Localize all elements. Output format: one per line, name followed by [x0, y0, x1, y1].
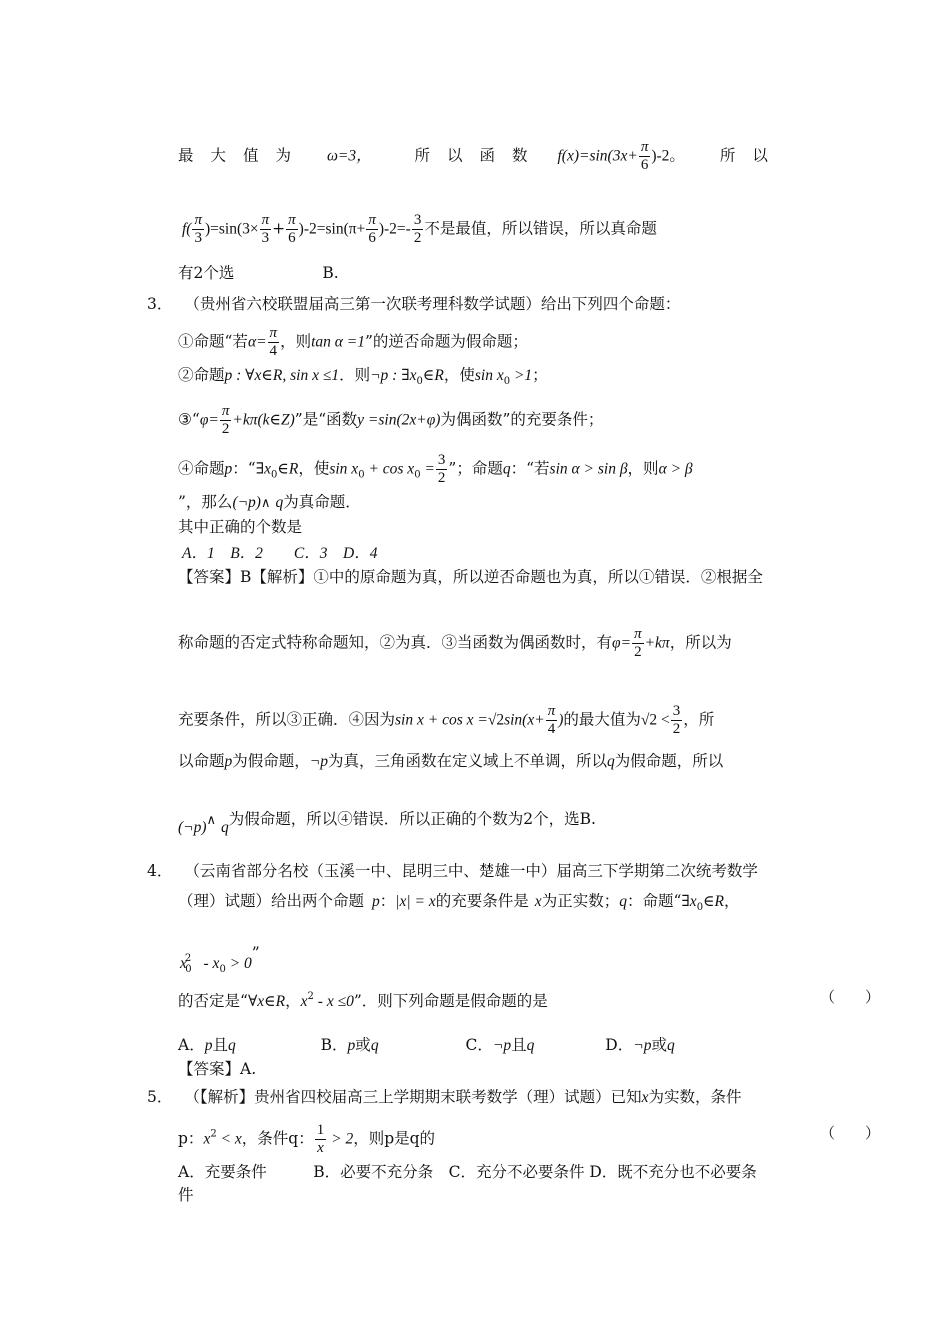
question-3-header: 3． （贵州省六校联盟届高三第一次联考理科数学试题）给出下列四个命题：: [147, 295, 681, 313]
fraction: $\frac{\pi}{6}$: [640, 139, 649, 173]
solution-line-3: 有2个选 B.: [178, 264, 339, 282]
answer-4: 【答案】A.: [178, 1060, 257, 1078]
option-b: B．p或q: [320, 1036, 379, 1054]
option-d: D．¬p或q: [605, 1036, 675, 1054]
question-5-options: A．充要条件 B．必要不充分条 C．充分不必要条件 D．既不充分也不必要条: [178, 1163, 757, 1181]
fraction: $\frac{\pi}{2}$: [634, 626, 642, 660]
fraction: $\frac{\pi}{4}$: [269, 325, 278, 359]
question-4-line-4: 的否定是“∀x∈R，$x^2 - x \le 0$”．则下列命题是假命题的是: [178, 991, 548, 1010]
fraction: $\frac{\pi}{3}$: [261, 212, 270, 246]
answer-3-line-5: (¬p)∧ q为假命题，所以④错误．所以正确的个数为2个，选B.: [178, 810, 596, 836]
question-4-line-3: $x^2_0 - x_0 > 0$”: [180, 944, 260, 975]
proposition-4-cont: ”，那么(¬p)∧ q为真命题．: [178, 493, 361, 511]
answer-3-line-4: 以命题p为假命题，¬p为真，三角函数在定义域上不单调，所以q为假命题，所以: [178, 752, 724, 770]
fraction: $\frac{\pi}{3}$: [194, 212, 202, 246]
fraction: $\frac{3}{2}$: [437, 452, 446, 486]
proposition-2: ②命题p : ∀x∈R, sin x ≤1．则¬p : $\exists x_0\in R$，使$\sin x_0 >1$；: [178, 366, 548, 387]
fraction: $\frac{1}{x}$: [316, 1122, 325, 1156]
question-4-options: [178, 1034, 675, 1057]
fraction: $\frac{\pi}{6}$: [368, 212, 376, 246]
question-5-header: 5． （【解析】贵州省四校届高三上学期期末联考数学（理）试题）已知x为实数，条件: [147, 1088, 742, 1106]
question-5-options-cont: 件: [178, 1186, 194, 1204]
answer-3-line-3: 充要条件，所以③正确．④因为sin x + cos x =√2sin(x+ $\frac{\pi}{4}$ )的最大值为√2 < $\frac{3}{2}$ ，所: [178, 703, 715, 737]
question-3-ask: 其中正确的个数是: [178, 518, 303, 536]
proposition-3: ③“φ= $\frac{\pi}{2}$ +kπ(k∈Z)”是“函数y =sin(2x+φ)为偶函数”的充要条件；: [178, 403, 604, 437]
fraction: $\frac{3}{2}$: [413, 212, 422, 246]
question-3-options: A．1 B．2 C．3 D．4: [182, 545, 378, 562]
fraction: $\frac{\pi}{4}$: [547, 703, 556, 737]
option-a: A．p且q: [178, 1036, 236, 1054]
answer-3-line-1: 【答案】B【解析】①中的原命题为真，所以逆否命题也为真，所以①错误．②根据全: [178, 568, 763, 586]
question-4-line-2: （理）试题）给出两个命题 p：|x| = x的充要条件是 x为正实数；q：命题“$\exists x_0\in R$，: [178, 892, 740, 913]
answer-paren: （ ）: [819, 1124, 880, 1142]
solution-line-1: 最大值为 ω=3， 所以函数 f(x)=sin(3x+ $\frac{\pi}{6}$ )-2。 所以: [178, 139, 785, 173]
proposition-4: ④命题p：“$\exists x_0\in R$，使$\sin x_0 + \cos x_0$ = $\frac{3}{2}$ ”；命题q：“若sin α > sin β，则α > β: [178, 452, 693, 486]
solution-line-2: f( $\frac{\pi}{3}$ )=sin(3× $\frac{\pi}{3}$ + $\frac{\pi}{6}$ )-2=sin(π+ $\frac{\pi}{6}$ )-2=- $\frac{3}{2}$ 不是最值，所以错误，所以真命题: [182, 212, 657, 246]
answer-paren: （ ）: [819, 988, 880, 1006]
fraction: $\frac{\pi}{6}$: [288, 212, 296, 246]
answer-3-line-2: 称命题的否定式特称命题知，②为真．③当函数为偶函数时，有φ= $\frac{\pi}{2}$ +kπ，所以为: [178, 626, 732, 660]
question-5-line-2: p：$x^2 < x$，条件q： $\frac{1}{x}$ > 2，则p是q的: [178, 1122, 436, 1156]
option-c: C．¬p且q: [465, 1036, 535, 1054]
question-4-header: 4． （云南省部分名校（玉溪一中、昆明三中、楚雄一中）届高三下学期第二次统考数学: [147, 862, 758, 880]
proposition-1: ①命题“若α= $\frac{\pi}{4}$ ，则tan α =1”的逆否命题为假命题；: [178, 325, 528, 359]
fraction: $\frac{\pi}{2}$: [221, 403, 230, 437]
fraction: $\frac{3}{2}$: [672, 703, 681, 737]
